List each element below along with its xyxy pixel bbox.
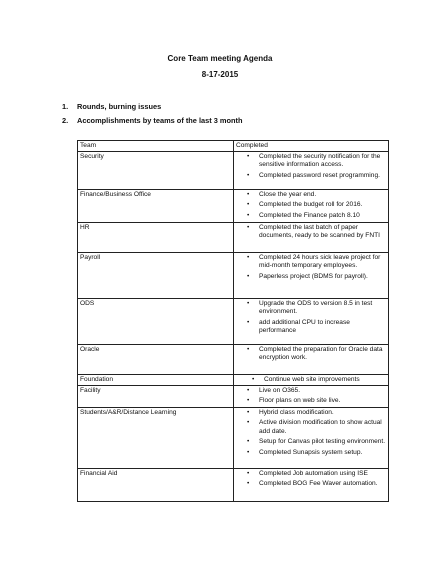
team-cell: Facility [78, 386, 234, 408]
bullet-icon: • [247, 419, 250, 427]
completed-item [236, 300, 387, 317]
completed-list [236, 300, 387, 336]
completed-item-text: Paperless project (BDMS for payroll). [259, 272, 368, 280]
completed-item [236, 172, 387, 181]
completed-cell [234, 253, 389, 299]
completed-item [236, 409, 387, 418]
agenda-item [62, 102, 392, 116]
agenda-item-text: Accomplishments by teams of the last 3 month [77, 116, 243, 125]
agenda-item-number: 2. [62, 116, 69, 125]
completed-item [236, 449, 387, 458]
table-row [78, 469, 389, 502]
completed-list [236, 376, 387, 385]
table-row [78, 253, 389, 299]
completed-item [236, 153, 387, 170]
completed-list [236, 224, 387, 241]
team-cell: Oracle [78, 345, 234, 375]
completed-item [236, 224, 387, 241]
team-cell: ODS [78, 299, 234, 345]
completed-item [236, 191, 387, 200]
completed-item [236, 201, 387, 210]
accomplishments-table [77, 140, 389, 502]
table-row [78, 375, 389, 386]
completed-list [236, 153, 387, 181]
document-date: 8-17-2015 [201, 70, 239, 79]
table-row [78, 386, 389, 408]
completed-cell [234, 408, 389, 469]
bullet-icon: • [247, 438, 250, 446]
completed-item [236, 254, 387, 271]
table-row [78, 299, 389, 345]
team-cell: Foundation [78, 375, 234, 386]
completed-cell [234, 152, 389, 190]
completed-list [236, 387, 387, 406]
bullet-icon: • [247, 480, 250, 488]
completed-item [236, 480, 387, 489]
completed-list [236, 470, 387, 489]
completed-item-text: Upgrade the ODS to version 8.5 in test environment. [259, 299, 373, 316]
bullet-icon: • [247, 223, 250, 231]
bullet-icon: • [247, 211, 250, 219]
bullet-icon: • [247, 345, 250, 353]
bullet-icon: • [247, 408, 250, 416]
document-title: Core Team meeting Agenda [167, 54, 273, 63]
completed-cell [234, 386, 389, 408]
table-row [78, 408, 389, 469]
agenda-item-text: Rounds, burning issues [77, 102, 162, 111]
completed-item [236, 319, 387, 336]
completed-item-text: Floor plans on web site live. [259, 397, 341, 405]
completed-item-text: Hybrid class modification. [259, 408, 334, 416]
bullet-icon: • [247, 253, 250, 261]
completed-item-text: add additional CPU to increase performance [259, 318, 350, 335]
completed-item-text: Completed the Finance patch 8.10 [259, 211, 360, 219]
bullet-icon: • [247, 272, 250, 280]
completed-item-text: Completed Job automation using ISE [259, 469, 368, 477]
column-header-completed: Completed [234, 141, 389, 152]
completed-item-text: Completed BOG Fee Waver automation. [259, 480, 378, 488]
completed-list [236, 254, 387, 282]
completed-cell [234, 469, 389, 502]
table-row [78, 345, 389, 375]
completed-item-text: Setup for Canvas pilot testing environment. [259, 438, 386, 446]
table-row [78, 223, 389, 253]
table-header-row [78, 141, 389, 152]
completed-item-text: Completed the preparation for Oracle data encryption work. [259, 345, 383, 362]
completed-item [236, 346, 387, 363]
completed-cell [234, 299, 389, 345]
completed-item-text: Active division modification to show actual add date. [259, 419, 382, 435]
bullet-icon: • [247, 386, 250, 394]
bullet-icon: • [247, 449, 250, 457]
agenda-list [62, 102, 392, 130]
completed-item-text: Continue web site improvements [264, 375, 360, 383]
completed-item [236, 273, 387, 282]
table-body [78, 152, 389, 502]
bullet-icon: • [247, 171, 250, 179]
completed-item-text: Completed password reset programming. [259, 171, 380, 179]
completed-item [236, 419, 387, 436]
table-row [78, 152, 389, 190]
completed-item-text: Completed the security notification for the sensitive information access. [259, 152, 381, 169]
bullet-icon: • [252, 375, 255, 383]
team-cell: Payroll [78, 253, 234, 299]
completed-item [236, 376, 387, 385]
completed-list [236, 346, 387, 363]
agenda-item-number: 1. [62, 102, 69, 111]
column-header-team: Team [78, 141, 234, 152]
bullet-icon: • [247, 299, 250, 307]
team-cell: Financial Aid [78, 469, 234, 502]
completed-cell [234, 223, 389, 253]
bullet-icon: • [247, 318, 250, 326]
completed-item [236, 387, 387, 396]
completed-cell [234, 375, 389, 386]
completed-item-text: Completed Sunapsis system setup. [259, 449, 363, 457]
completed-item-text: Completed the budget roll for 2016. [259, 201, 363, 209]
agenda-item [62, 116, 392, 130]
bullet-icon: • [247, 469, 250, 477]
completed-item [236, 470, 387, 479]
team-cell: Students/A&R/Distance Learning [78, 408, 234, 469]
completed-item-text: Live on O365. [259, 386, 301, 394]
completed-item-text: Completed 24 hours sick leave project for mid-month temporary employees. [259, 253, 381, 270]
table-row [78, 190, 389, 223]
completed-item-text: Completed the last batch of paper documents, ready to be scanned by FNTI [259, 223, 380, 240]
bullet-icon: • [247, 397, 250, 405]
team-cell: Security [78, 152, 234, 190]
team-cell: HR [78, 223, 234, 253]
completed-cell [234, 345, 389, 375]
completed-item [236, 212, 387, 221]
team-cell: Finance/Business Office [78, 190, 234, 223]
completed-list [236, 409, 387, 458]
completed-cell [234, 190, 389, 223]
bullet-icon: • [247, 201, 250, 209]
bullet-icon: • [247, 190, 250, 198]
bullet-icon: • [247, 152, 250, 160]
completed-item [236, 438, 387, 447]
completed-item-text: Close the year end. [259, 190, 317, 198]
completed-item [236, 397, 387, 406]
completed-list [236, 191, 387, 221]
